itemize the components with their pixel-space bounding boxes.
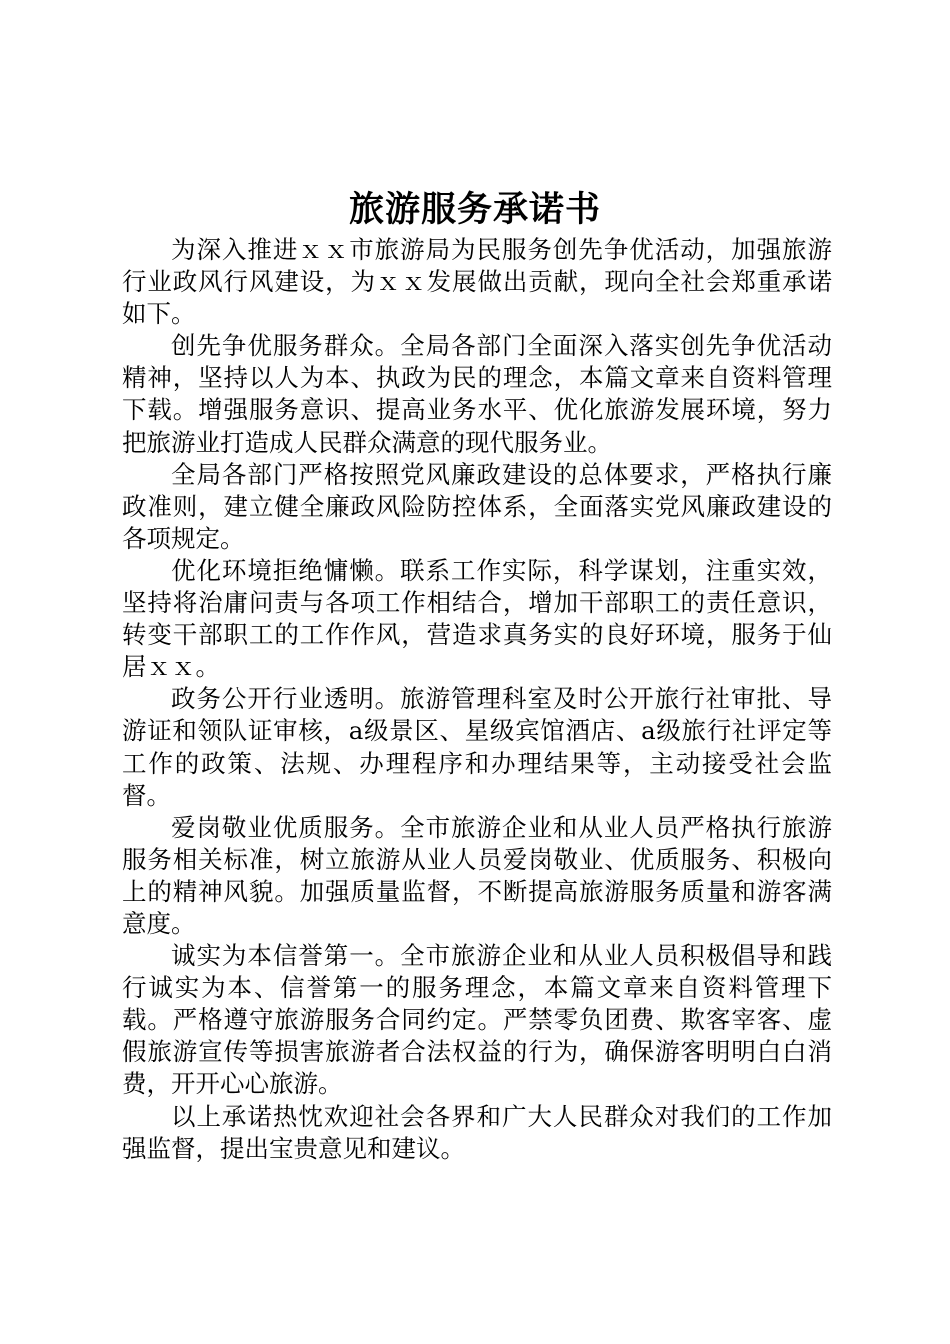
paragraph-intro: 为深入推进ｘｘ市旅游局为民服务创先争优活动，加强旅游行业政风行风建设，为ｘｘ发展做出贡献，现向全社会郑重承诺如下。 — [122, 235, 832, 329]
paragraph-integrity: 诚实为本信誉第一。全市旅游企业和从业人员积极倡导和践行诚实为本、信誉第一的服务理念，本篇文章来自资料管理下载。严格遵守旅游服务合同约定。严禁零负团费、欺客宰客、虚假旅游宣传等损害旅游者合法权益的行为，确保游客明明白白消费，开开心心旅游。 — [122, 941, 832, 1099]
document-body — [122, 234, 832, 1165]
document-title: 旅游服务承诺书 — [348, 189, 601, 230]
paragraph-optimize-environment: 优化环境拒绝慵懒。联系工作实际，科学谋划，注重实效，坚持将治庸问责与各项工作相结合，增加干部职工的责任意识，转变干部职工的工作作风，营造求真务实的良好环境，服务于仙居ｘｘ。 — [122, 555, 832, 682]
paragraph-transparency: 政务公开行业透明。旅游管理科室及时公开旅行社审批、导游证和领队证审核，a级景区、星级宾馆酒店、a级旅行社评定等工作的政策、法规、办理程序和办理结果等，主动接受社会监督。 — [122, 684, 832, 810]
paragraph-closing: 以上承诺热忱欢迎社会各界和广大人民群众对我们的工作加强监督，提出宝贵意见和建议。 — [122, 1101, 832, 1163]
paragraph-serve-public: 创先争优服务群众。全局各部门全面深入落实创先争优活动精神，坚持以人为本、执政为民的理念，本篇文章来自资料管理下载。增强服务意识、提高业务水平、优化旅游发展环境，努力把旅游业打造成人民群众满意的现代服务业。 — [122, 331, 832, 457]
paragraph-quality-service: 爱岗敬业优质服务。全市旅游企业和从业人员严格执行旅游服务相关标准，树立旅游从业人员爱岗敬业、优质服务、积极向上的精神风貌。加强质量监督，不断提高旅游服务质量和游客满意度。 — [122, 812, 832, 938]
paragraph-clean-government: 全局各部门严格按照党风廉政建设的总体要求，严格执行廉政准则，建立健全廉政风险防控体系，全面落实党风廉政建设的各项规定。 — [122, 459, 832, 553]
